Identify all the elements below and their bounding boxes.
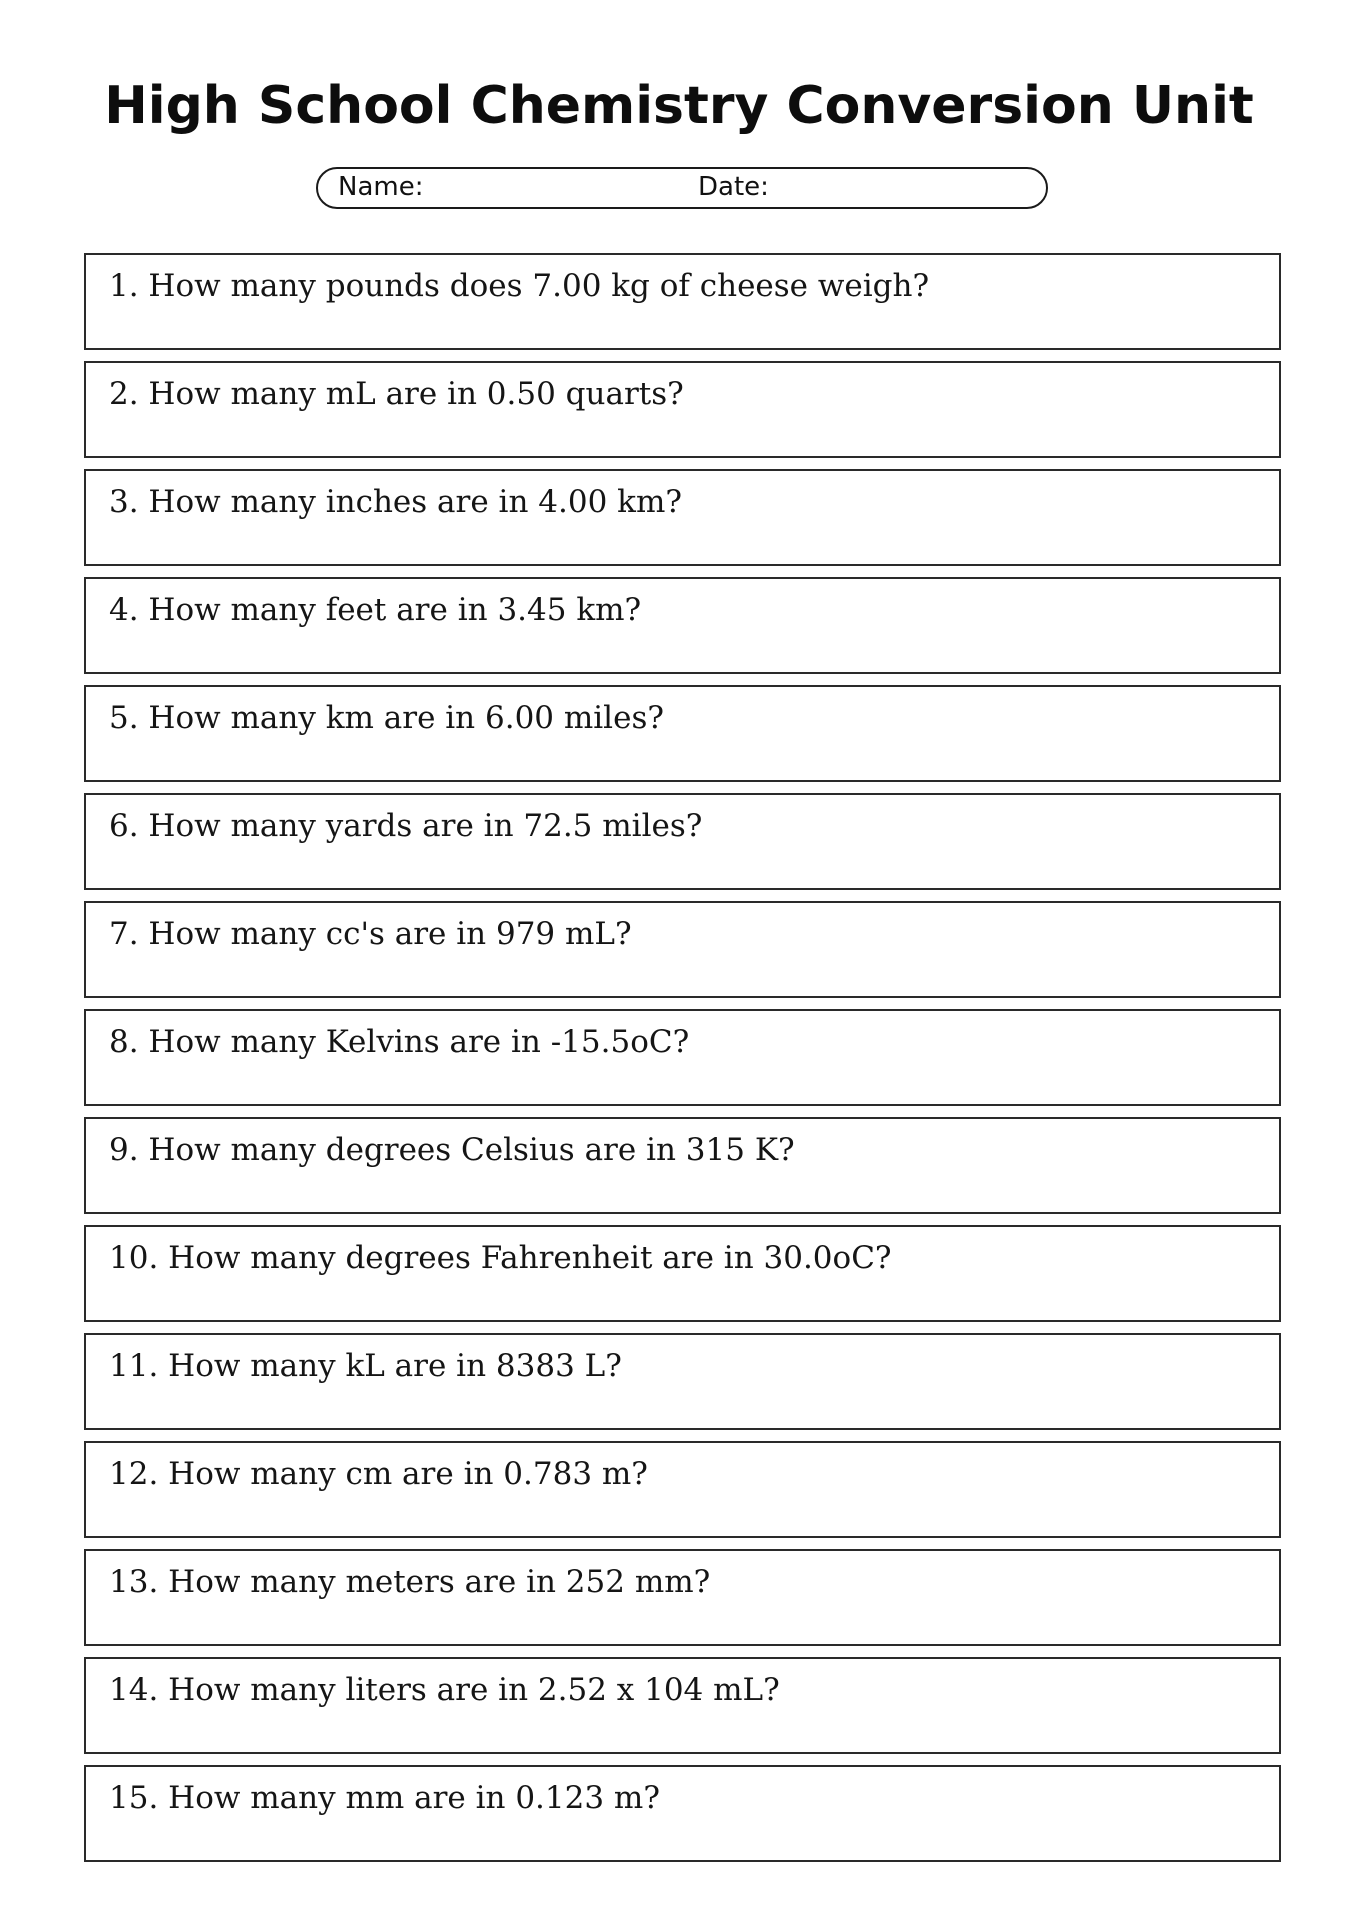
question-3: 3. How many inches are in 4.00 km? bbox=[84, 469, 1281, 566]
page-title: High School Chemistry Conversion Unit bbox=[104, 76, 1254, 136]
question-13: 13. How many meters are in 252 mm? bbox=[84, 1549, 1281, 1646]
question-12: 12. How many cm are in 0.783 m? bbox=[84, 1441, 1281, 1538]
name-date-box bbox=[316, 167, 1048, 209]
question-1: 1. How many pounds does 7.00 kg of cheese weigh? bbox=[84, 253, 1281, 350]
question-9: 9. How many degrees Celsius are in 315 K? bbox=[84, 1117, 1281, 1214]
question-5: 5. How many km are in 6.00 miles? bbox=[84, 685, 1281, 782]
question-4: 4. How many feet are in 3.45 km? bbox=[84, 577, 1281, 674]
name-label: Name: bbox=[338, 172, 424, 202]
question-2: 2. How many mL are in 0.50 quarts? bbox=[84, 361, 1281, 458]
question-6: 6. How many yards are in 72.5 miles? bbox=[84, 793, 1281, 890]
question-10: 10. How many degrees Fahrenheit are in 30.0oC? bbox=[84, 1225, 1281, 1322]
question-14: 14. How many liters are in 2.52 x 104 mL? bbox=[84, 1657, 1281, 1754]
question-11: 11. How many kL are in 8383 L? bbox=[84, 1333, 1281, 1430]
question-list bbox=[84, 253, 1281, 1873]
question-7: 7. How many cc's are in 979 mL? bbox=[84, 901, 1281, 998]
question-8: 8. How many Kelvins are in -15.5oC? bbox=[84, 1009, 1281, 1106]
date-label: Date: bbox=[698, 172, 769, 202]
question-15: 15. How many mm are in 0.123 m? bbox=[84, 1765, 1281, 1862]
